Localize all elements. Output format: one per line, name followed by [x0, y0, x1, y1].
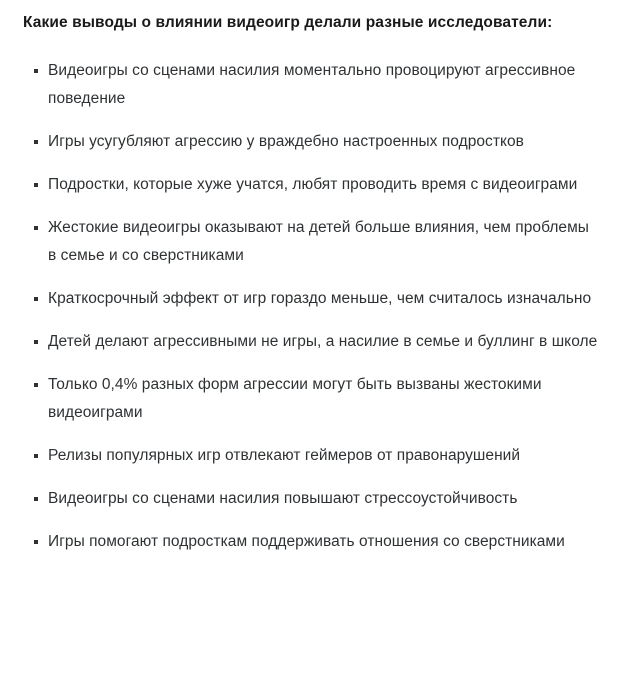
conclusions-list: [0, 33, 629, 556]
bullet-icon: [34, 297, 38, 301]
bullet-icon: [34, 226, 38, 230]
list-item-text: Детей делают агрессивными не игры, а насилие в семье и буллинг в школе: [48, 333, 598, 350]
bullet-icon: [34, 140, 38, 144]
bullet-icon: [34, 454, 38, 458]
list-item-text: Краткосрочный эффект от игр гораздо меньше, чем считалось изначально: [48, 290, 592, 307]
list-item: [0, 371, 629, 427]
list-item-text: Игры помогают подросткам поддерживать отношения со сверстниками: [48, 533, 565, 550]
bullet-icon: [34, 383, 38, 387]
list-item: [0, 485, 629, 513]
list-item-text: Релизы популярных игр отвлекают геймеров от правонарушений: [48, 447, 521, 464]
list-item: [0, 57, 629, 113]
bullet-icon: [34, 69, 38, 73]
list-item: [0, 528, 629, 556]
list-item: [0, 328, 629, 356]
bullet-icon: [34, 183, 38, 187]
bullet-icon: [34, 340, 38, 344]
list-item: [0, 214, 629, 270]
list-item: [0, 285, 629, 313]
list-item-text: Жестокие видеоигры оказывают на детей больше влияния, чем проблемы в семье и со сверстниками: [48, 219, 589, 264]
list-item-text: Видеоигры со сценами насилия повышают стрессоустойчивость: [48, 490, 518, 507]
list-item: [0, 442, 629, 470]
page-title: Какие выводы о влиянии видеоигр делали разные исследователи:: [23, 14, 553, 31]
list-item-text: Видеоигры со сценами насилия моментально провоцируют агрессивное поведение: [48, 62, 576, 107]
list-item-text: Игры усугубляют агрессию у враждебно настроенных подростков: [48, 133, 524, 150]
bullet-icon: [34, 540, 38, 544]
bullet-icon: [34, 497, 38, 501]
list-item: [0, 171, 629, 199]
list-item-text: Только 0,4% разных форм агрессии могут быть вызваны жестокими видеоиграми: [48, 376, 542, 421]
list-item: [0, 128, 629, 156]
list-item-text: Подростки, которые хуже учатся, любят проводить время с видеоиграми: [48, 176, 578, 193]
